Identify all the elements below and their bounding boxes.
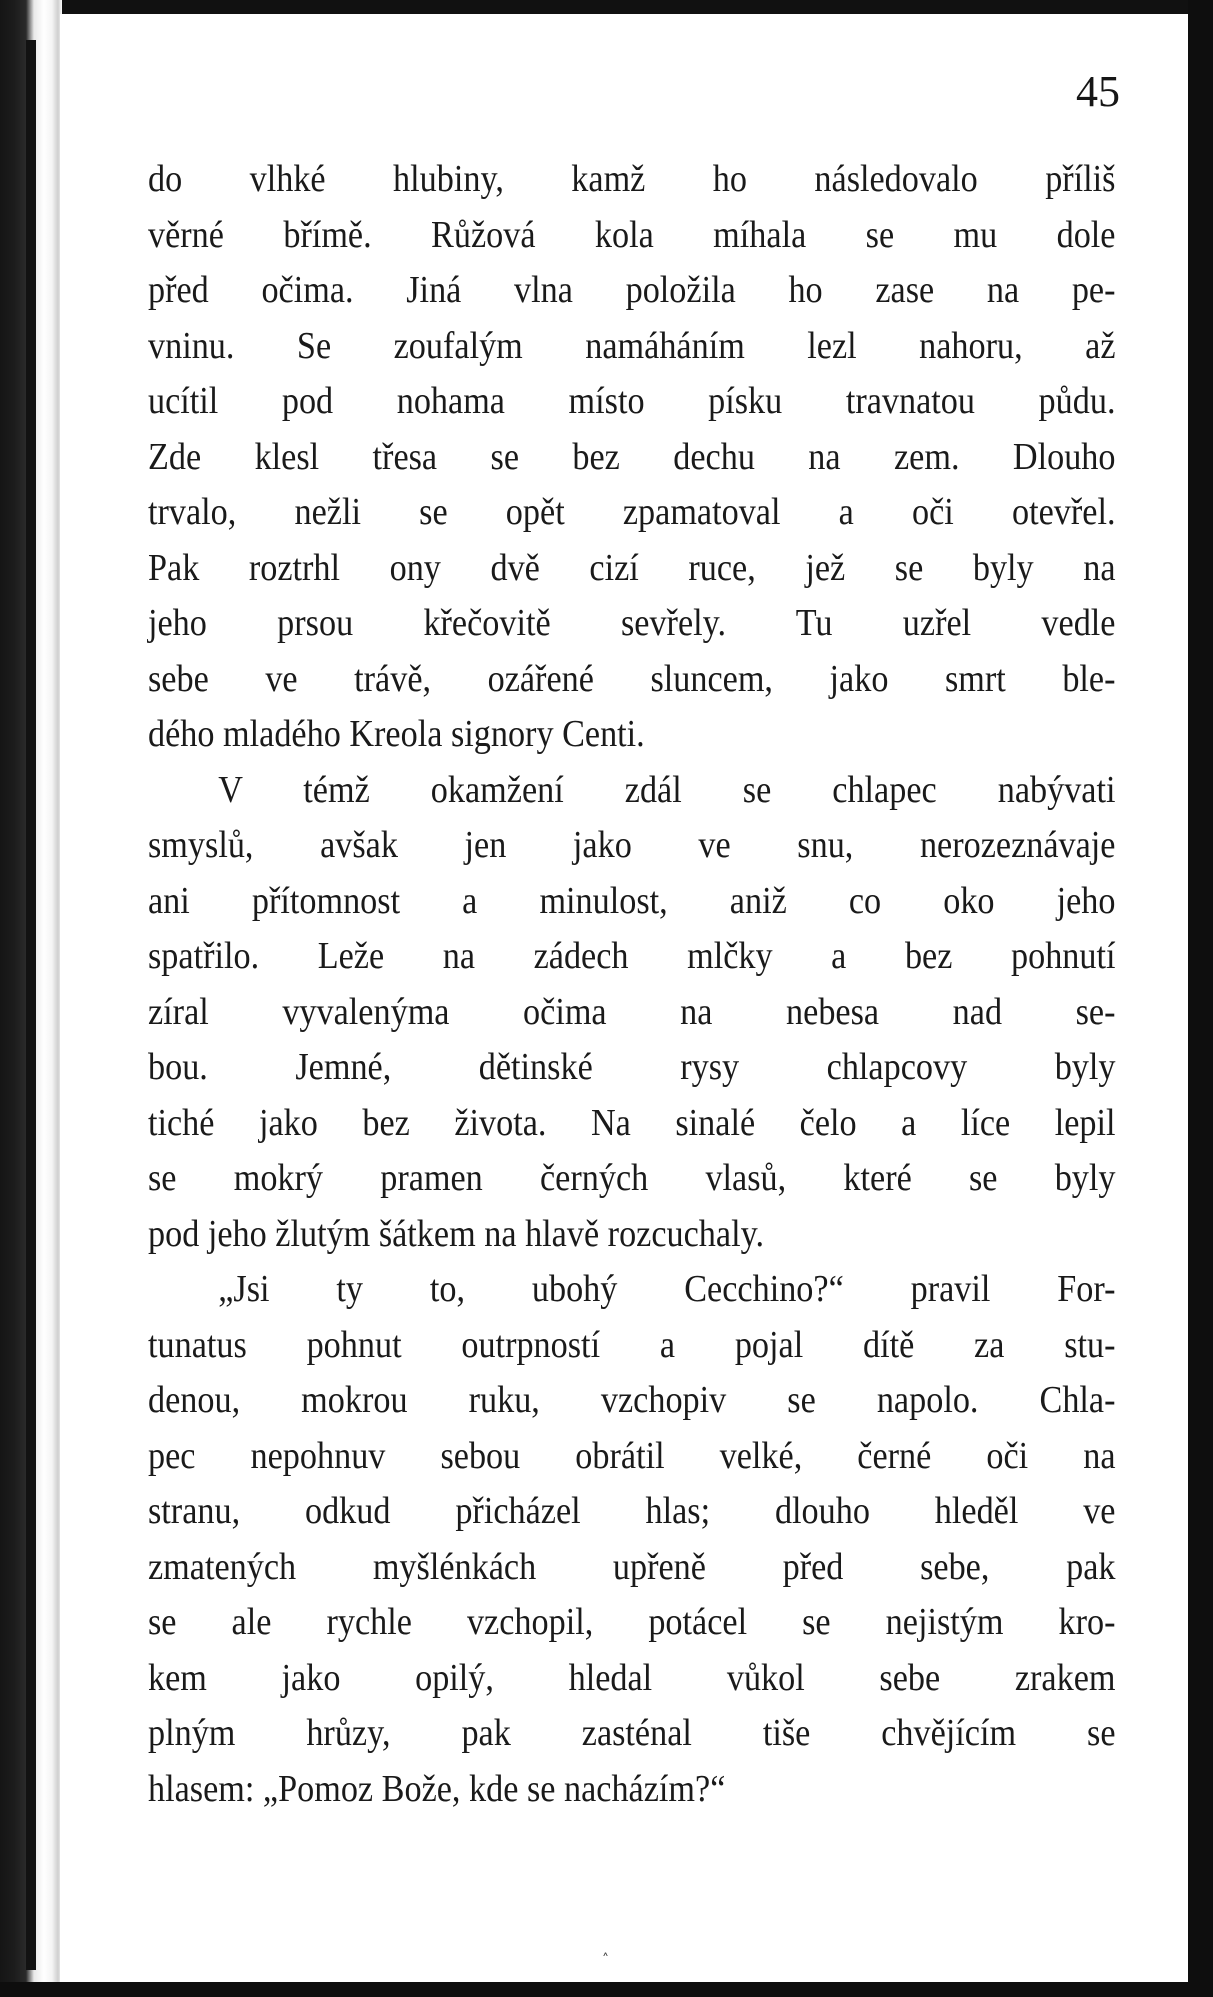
text-line: denou, mokrou ruku, vzchopiv se napolo. Chla-: [148, 1379, 1116, 1421]
text-line: ani přítomnost a minulost, aniž co oko jeho: [148, 879, 1116, 922]
text-line: zíral vyvalenýma očima na nebesa nad se-: [148, 990, 1116, 1033]
page-sheet: [60, 14, 1188, 1982]
text-line: se mokrý pramen černých vlasů, které se byly: [148, 1157, 1116, 1199]
text-line: tiché jako bez života. Na sinalé čelo a líce lepil: [148, 1101, 1116, 1144]
text-line: ucítil pod nohama místo písku travnatou půdu.: [148, 380, 1116, 422]
text-line: spatřilo. Leže na zádech mlčky a bez pohnutí: [148, 935, 1116, 977]
text-line: zmatených myšlénkách upřeně před sebe, pak: [148, 1545, 1116, 1588]
body-text: [148, 152, 1116, 1817]
text-line: hlasem: „Pomoz Bože, kde se nacházím?“: [148, 1767, 726, 1810]
text-line: bou. Jemné, dětinské rysy chlapcovy byly: [148, 1046, 1116, 1088]
text-line: pec nepohnuv sebou obrátil velké, černé oči na: [148, 1434, 1116, 1477]
text-line: jeho prsou křečovitě sevřely. Tu uzřel vedle: [148, 602, 1116, 644]
text-line: Zde klesl třesa se bez dechu na zem. Dlouho: [148, 435, 1116, 478]
scan-frame-bottom: [0, 1982, 1213, 1997]
text-line: vninu. Se zoufalým namáháním lezl nahoru, až: [148, 324, 1116, 367]
text-line: sebe ve trávě, ozářené sluncem, jako smrt ble-: [148, 657, 1116, 700]
text-line: se ale rychle vzchopil, potácel se nejistým kro-: [148, 1601, 1116, 1643]
text-line: kem jako opilý, hledal vůkol sebe zrakem: [148, 1656, 1116, 1699]
scan-frame-right: [1188, 0, 1213, 1997]
text-line: stranu, odkud přicházel hlas; dlouho hleděl ve: [148, 1490, 1116, 1532]
text-line: pod jeho žlutým šátkem na hlavě rozcuchaly.: [148, 1212, 765, 1255]
text-line: Pak roztrhl ony dvě cizí ruce, jež se byly na: [148, 546, 1116, 589]
text-line: plným hrůzy, pak zasténal tiše chvějícím se: [148, 1712, 1116, 1754]
print-mark: ˄: [602, 1952, 609, 1968]
text-line: V témž okamžení zdál se chlapec nabývati: [218, 768, 1116, 811]
text-line: tunatus pohnut outrpností a pojal dítě za stu-: [148, 1323, 1116, 1366]
text-line: před očima. Jiná vlna položila ho zase na pe-: [148, 269, 1116, 311]
text-line: do vlhké hlubiny, kamž ho následovalo příliš: [148, 158, 1116, 200]
text-line: dého mladého Kreola signory Centi.: [148, 713, 645, 755]
spine-shadow: [26, 40, 36, 1970]
text-line: smyslů, avšak jen jako ve snu, nerozeznávaje: [148, 824, 1116, 866]
text-line: trvalo, nežli se opět zpamatoval a oči otevřel.: [148, 491, 1116, 533]
page-number: 45: [1076, 67, 1120, 116]
text-line: „Jsi ty to, ubohý Cecchino?“ pravil For-: [218, 1268, 1116, 1310]
text-line: věrné břímě. Růžová kola míhala se mu dole: [148, 213, 1116, 256]
